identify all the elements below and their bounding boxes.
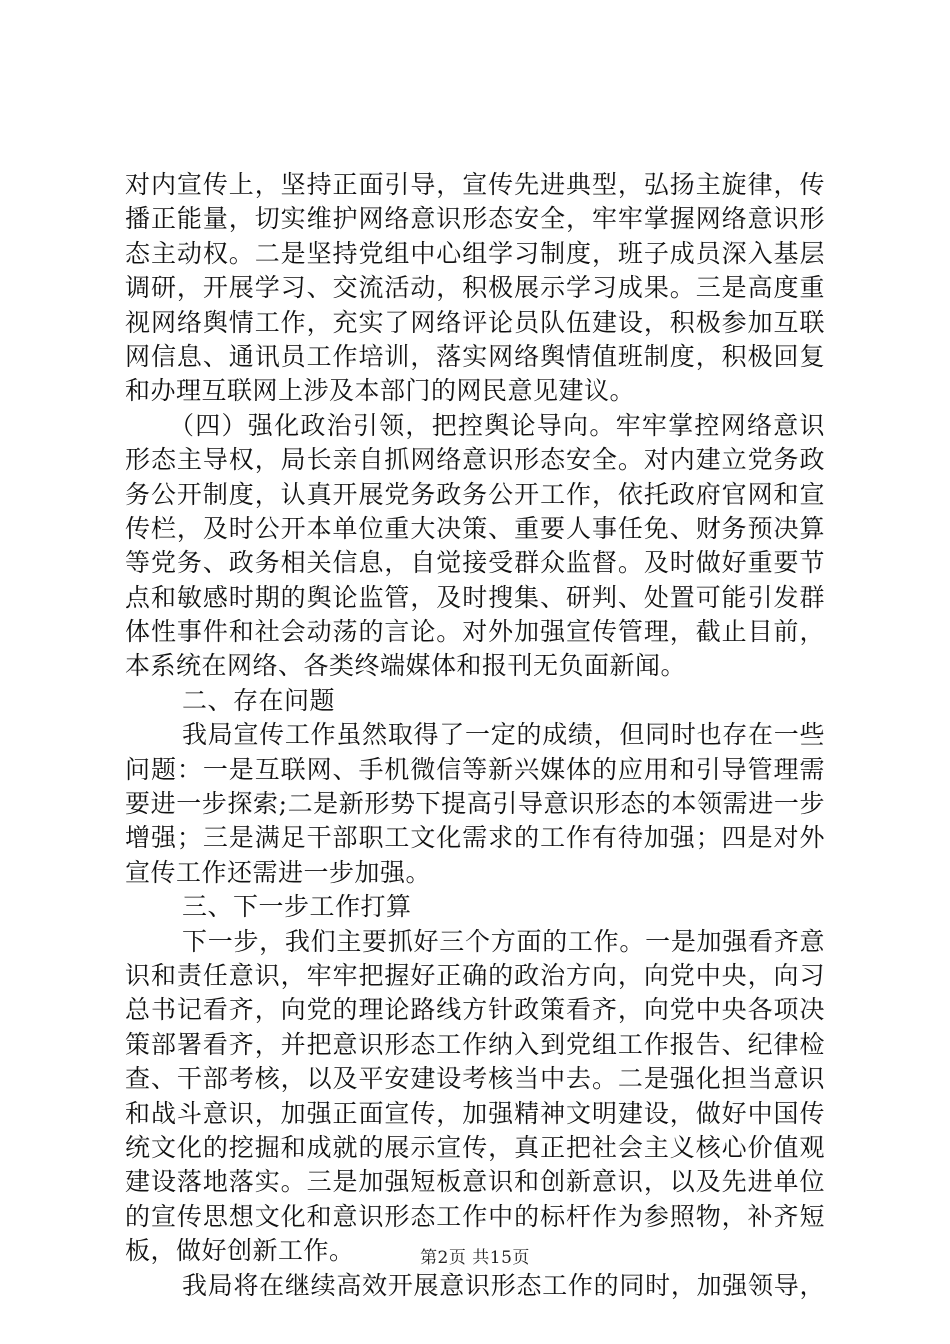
text-line: 总书记看齐，向党的理论路线方针政策看齐，向党中央各项决	[125, 995, 825, 1025]
text-line: 传栏，及时公开本单位重大决策、重要人事任免、财务预决算	[125, 513, 825, 543]
section-heading-4: （四）强化政治引领，把控舆论导向。牢牢掌控网络意识	[169, 410, 825, 440]
text-line: 视网络舆情工作，充实了网络评论员队伍建设，积极参加互联	[125, 307, 825, 337]
text-line: 态主动权。二是坚持党组中心组学习制度，班子成员深入基层	[125, 238, 825, 268]
text-line: 播正能量，切实维护网络意识形态安全，牢牢掌握网络意识形	[125, 204, 825, 234]
text-line: 宣传工作还需进一步加强。	[125, 857, 432, 887]
text-line: 我局宣传工作虽然取得了一定的成绩，但同时也存在一些	[182, 720, 825, 750]
text-line: 和办理互联网上涉及本部门的网民意见建议。	[125, 376, 636, 406]
text-line: 和战斗意识，加强正面宣传，加强精神文明建设，做好中国传	[125, 1098, 825, 1128]
text-line: 查、干部考核，以及平安建设考核当中去。二是强化担当意识	[125, 1064, 825, 1094]
page-number-label: 第2页 共15页	[420, 1248, 530, 1268]
text-line: 本系统在网络、各类终端媒体和报刊无负面新闻。	[125, 651, 687, 681]
section-heading-next-steps: 三、下一步工作打算	[182, 892, 412, 922]
text-line: 问题：一是互联网、手机微信等新兴媒体的应用和引导管理需	[125, 754, 825, 784]
text-line: 网信息、通讯员工作培训，落实网络舆情值班制度，积极回复	[125, 341, 825, 371]
text-line: 体性事件和社会动荡的言论。对外加强宣传管理，截止目前，	[125, 617, 825, 647]
text-line: 识和责任意识，牢牢把握好正确的政治方向，向党中央，向习	[125, 960, 825, 990]
text-line: 我局将在继续高效开展意识形态工作的同时，加强领导，	[182, 1270, 825, 1300]
text-line: 调研，开展学习、交流活动，积极展示学习成果。三是高度重	[125, 273, 825, 303]
text-line: 增强；三是满足干部职工文化需求的工作有待加强；四是对外	[125, 823, 825, 853]
section-heading-problems: 二、存在问题	[182, 685, 336, 715]
text-line: 点和敏感时期的舆论监管，及时搜集、研判、处置可能引发群	[125, 582, 825, 612]
text-line: 形态主导权，局长亲自抓网络意识形态安全。对内建立党务政	[125, 445, 825, 475]
text-line: 的宣传思想文化和意识形态工作中的标杆作为参照物，补齐短	[125, 1201, 825, 1231]
text-line: 统文化的挖掘和成就的展示宣传，真正把社会主义核心价值观	[125, 1132, 825, 1162]
text-line: 等党务、政务相关信息，自觉接受群众监督。及时做好重要节	[125, 548, 825, 578]
text-line: 建设落地落实。三是加强短板意识和创新意识，以及先进单位	[125, 1167, 825, 1197]
text-line: 对内宣传上，坚持正面引导，宣传先进典型，弘扬主旋律，传	[125, 170, 825, 199]
text-line: 要进一步探索;二是新形势下提高引导意识形态的本领需进一步	[125, 789, 825, 819]
text-line: 板，做好创新工作。	[125, 1236, 355, 1266]
text-line: 务公开制度，认真开展党务政务公开工作，依托政府官网和宣	[125, 479, 825, 509]
page-footer	[0, 1243, 950, 1268]
text-line: 下一步，我们主要抓好三个方面的工作。一是加强看齐意	[182, 926, 825, 956]
text-line: 策部署看齐，并把意识形态工作纳入到党组工作报告、纪律检	[125, 1029, 825, 1059]
document-body	[125, 168, 825, 1303]
